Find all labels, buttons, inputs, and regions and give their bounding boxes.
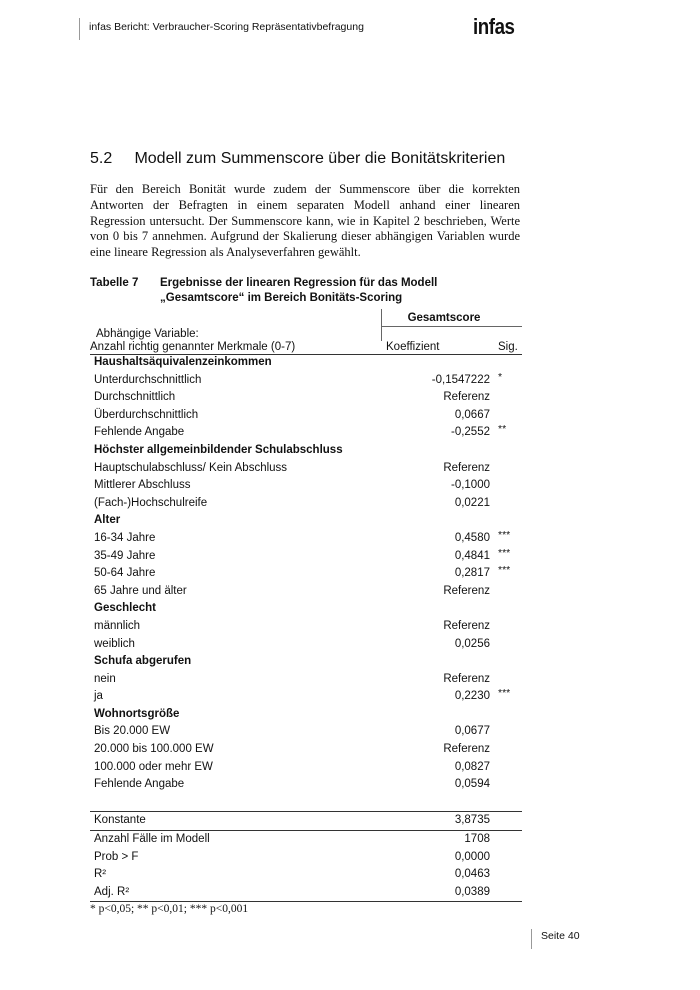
table-group-header (90, 600, 522, 618)
table-group-header (90, 354, 522, 372)
coefficient-value: 0,0389 (454, 885, 490, 898)
coefficient-value: 0,0677 (454, 725, 490, 738)
row-label: Durchschnittlich (94, 391, 176, 404)
coefficient-column-header: Koeffizient (386, 341, 440, 353)
coefficient-value: 0,2230 (454, 690, 490, 703)
coefficient-value: Referenz (443, 584, 490, 597)
group-label: Haushaltsäquivalenzeinkommen (94, 356, 272, 368)
group-label: Wohnortsgröße (94, 707, 180, 720)
table-row (90, 407, 522, 425)
coefficient-value: 0,0221 (454, 496, 490, 509)
coefficient-value: Referenz (443, 672, 490, 685)
table-row (90, 460, 522, 478)
row-label: Konstante (94, 814, 146, 827)
table-stat-row (90, 812, 522, 830)
report-header-title: infas Bericht: Verbraucher-Scoring Repräsentativbefragung (89, 21, 364, 33)
significance-marker: ** (498, 423, 507, 436)
table-row (90, 389, 522, 407)
table-group-header (90, 512, 522, 530)
section-title: Modell zum Summenscore über die Bonitätskriterien (134, 150, 506, 167)
table-row (90, 565, 522, 583)
table-group-header (90, 706, 522, 724)
table-row (90, 372, 522, 390)
dependent-variable-description: Anzahl richtig genannter Merkmale (0-7) (90, 341, 296, 353)
row-label: ja (94, 690, 103, 703)
body-paragraph: Für den Bereich Bonität wurde zudem der Summenscore über die korrekten Antworten der Befragten in einem separaten Modell anhand einer linearen Regression untersucht. Der Summenscore kann, wie in Kapitel 2 beschrieben, Werte von 0 bis 7 annehmen. Aufgrund der Skalierung dieser abhängigen Variablen wurde eine lineare Regression als Analyseverfahren gewählt. (90, 182, 520, 260)
coefficient-value: 3,8735 (454, 814, 490, 827)
header-divider (79, 18, 80, 40)
coefficient-value: 0,0000 (454, 850, 490, 863)
group-label: Geschlecht (94, 602, 156, 615)
coefficient-value: 0,0667 (454, 408, 490, 421)
table-stat-row (90, 866, 522, 884)
significance-marker: *** (498, 546, 511, 559)
score-column-header: Gesamtscore (407, 312, 481, 324)
significance-marker: *** (498, 564, 511, 577)
row-label: R² (94, 868, 107, 881)
table-caption-text: Ergebnisse der linearen Regression für das Modell „Gesamtscore“ im Bereich Bonitäts-Scoring (160, 277, 438, 304)
significance-footnote: * p<0,05; ** p<0,01; *** p<0,001 (90, 903, 249, 915)
table-row (90, 530, 522, 548)
row-label: nein (94, 672, 116, 685)
coefficient-value: 0,0463 (454, 868, 490, 881)
table-row (90, 776, 522, 794)
footer-divider (531, 929, 532, 949)
coefficient-value: Referenz (443, 619, 490, 632)
table-group-header (90, 442, 522, 460)
table-row (90, 636, 522, 654)
table-row (90, 741, 522, 759)
row-label: 35-49 Jahre (94, 549, 156, 562)
coefficient-value: 0,0827 (454, 760, 490, 773)
coefficient-value: 0,4580 (454, 531, 490, 544)
coefficient-value: Referenz (443, 391, 490, 404)
table-row (90, 495, 522, 513)
table-row (90, 548, 522, 566)
table-stat-row (90, 849, 522, 867)
row-label: (Fach-)Hochschulreife (94, 496, 208, 509)
row-label: 65 Jahre und älter (94, 584, 187, 597)
row-label: 20.000 bis 100.000 EW (94, 743, 214, 756)
row-label: Anzahl Fälle im Modell (94, 833, 210, 846)
table-stat-row (90, 831, 522, 849)
table-header-rule (382, 326, 522, 327)
group-label: Alter (94, 514, 121, 527)
table-row (90, 671, 522, 689)
coefficient-value: Referenz (443, 461, 490, 474)
row-label: 50-64 Jahre (94, 567, 156, 580)
row-label: Unterdurchschnittlich (94, 373, 202, 386)
table-header-divider (381, 309, 382, 341)
coefficient-value: 0,4841 (454, 549, 490, 562)
row-label: Fehlende Angabe (94, 778, 185, 791)
row-label: 16-34 Jahre (94, 531, 156, 544)
row-label: Mittlerer Abschluss (94, 479, 191, 492)
significance-marker: * (498, 370, 503, 383)
table-row (90, 583, 522, 601)
group-label: Höchster allgemeinbildender Schulabschluss (94, 443, 343, 456)
coefficient-value: -0,1000 (450, 479, 490, 492)
row-label: Adj. R² (94, 885, 130, 898)
page-number: Seite 40 (541, 930, 580, 942)
table-row (90, 723, 522, 741)
table-row (90, 688, 522, 706)
table-row (90, 759, 522, 777)
infas-logo: infas (473, 14, 515, 39)
coefficient-value: -0,1547222 (431, 373, 490, 386)
coefficient-value: -0,2552 (450, 426, 490, 439)
section-heading (90, 150, 505, 168)
row-label: Prob > F (94, 850, 139, 863)
row-label: Überdurchschnittlich (94, 408, 199, 421)
significance-column-header: Sig. (498, 341, 518, 353)
table-row (90, 477, 522, 495)
row-label: 100.000 oder mehr EW (94, 760, 213, 773)
row-label: Fehlende Angabe (94, 426, 185, 439)
row-label: männlich (94, 619, 141, 632)
significance-marker: *** (498, 528, 511, 541)
dependent-variable-label: Abhängige Variable: (96, 328, 199, 340)
table-body (90, 354, 522, 902)
table-spacer (90, 794, 522, 812)
table-caption-label: Tabelle 7 (90, 277, 139, 289)
group-label: Schufa abgerufen (94, 655, 192, 668)
row-label: Hauptschulabschluss/ Kein Abschluss (94, 461, 288, 474)
section-number: 5.2 (90, 150, 113, 167)
coefficient-value: 0,2817 (454, 567, 490, 580)
table-stat-row (90, 884, 522, 902)
coefficient-value: Referenz (443, 743, 490, 756)
table-group-header (90, 653, 522, 671)
row-label: weiblich (94, 637, 135, 650)
row-label: Bis 20.000 EW (94, 725, 171, 738)
coefficient-value: 0,0256 (454, 637, 490, 650)
table-row (90, 424, 522, 442)
table-row (90, 618, 522, 636)
significance-marker: *** (498, 687, 511, 700)
coefficient-value: 1708 (464, 833, 490, 846)
coefficient-value: 0,0594 (454, 778, 490, 791)
